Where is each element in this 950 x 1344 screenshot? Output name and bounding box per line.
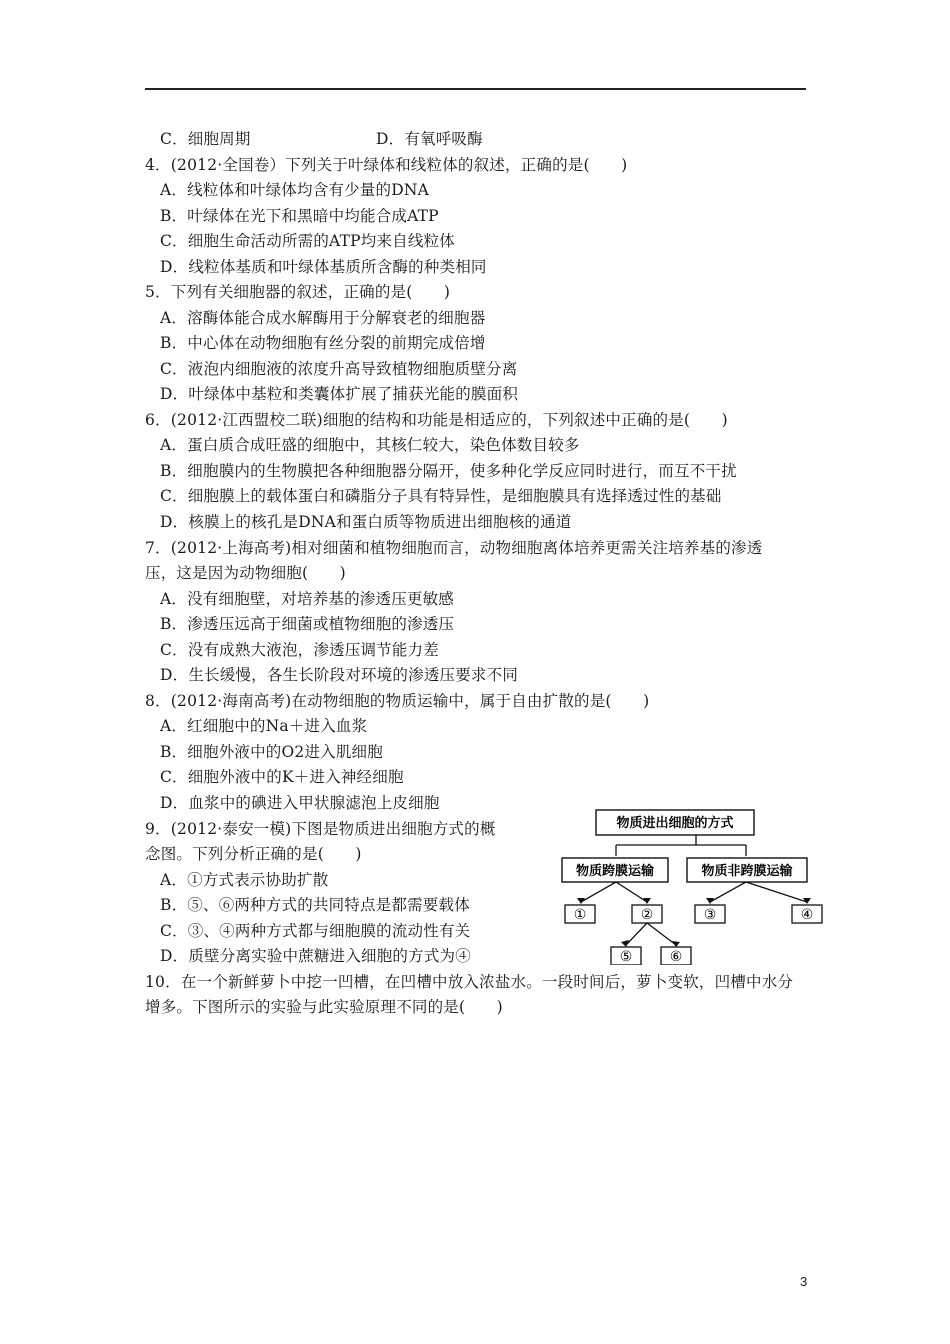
q6-option-c: C．细胞膜上的载体蛋白和磷脂分子具有特异性，是细胞膜具有选择透过性的基础 bbox=[160, 487, 722, 505]
q9-option-c: C．③、④两种方式都与细胞膜的流动性有关 bbox=[160, 922, 471, 940]
q9-option-a: A．①方式表示协助扩散 bbox=[160, 871, 329, 889]
q7-option-b: B．渗透压远高于细菌或植物细胞的渗透压 bbox=[160, 615, 455, 633]
q6-option-a: A．蛋白质合成旺盛的细胞中，其核仁较大，染色体数目较多 bbox=[160, 436, 580, 454]
q5-option-b: B．中心体在动物细胞有丝分裂的前期完成倍增 bbox=[160, 334, 486, 352]
q7-option-c: C．没有成熟大液泡，渗透压调节能力差 bbox=[160, 641, 439, 659]
q3-option-c: C．细胞周期 bbox=[160, 130, 251, 148]
q4-option-c: C．细胞生命活动所需的ATP均来自线粒体 bbox=[160, 232, 455, 250]
q7-stem-line1: 7．(2012·上海高考)相对细菌和植物细胞而言，动物细胞离体培养更需关注培养基的渗透 bbox=[145, 539, 763, 557]
q8-option-a: A．红细胞中的Na＋进入血浆 bbox=[160, 717, 368, 735]
q6-stem: 6．(2012·江西盟校二联)细胞的结构和功能是相适应的，下列叙述中正确的是( ) bbox=[145, 411, 728, 429]
q8-option-c: C．细胞外液中的K＋进入神经细胞 bbox=[160, 768, 404, 786]
q10-stem-line2: 增多。下图所示的实验与此实验原理不同的是( ) bbox=[145, 998, 503, 1016]
node-4-label: ④ bbox=[800, 907, 814, 923]
q4-stem: 4．(2012·全国卷）下列关于叶绿体和线粒体的叙述，正确的是( ) bbox=[145, 156, 628, 174]
right-branch-label: 物质非跨膜运输 bbox=[701, 864, 793, 879]
q10-stem-line1: 10．在一个新鲜萝卜中挖一凹槽，在凹槽中放入浓盐水。一段时间后，萝卜变软，凹槽中水分 bbox=[145, 973, 794, 991]
q8-option-d: D．血浆中的碘进入甲状腺滤泡上皮细胞 bbox=[160, 794, 440, 812]
q3-option-d: D．有氧呼吸酶 bbox=[376, 130, 483, 148]
q5-stem: 5．下列有关细胞器的叙述，正确的是( ) bbox=[145, 283, 451, 301]
q9-stem-line1: 9．(2012·泰安一模)下图是物质进出细胞方式的概 bbox=[145, 820, 496, 838]
root-label: 物质进出细胞的方式 bbox=[616, 816, 734, 831]
q4-option-b: B．叶绿体在光下和黑暗中均能合成ATP bbox=[160, 207, 439, 225]
q5-option-a: A．溶酶体能合成水解酶用于分解衰老的细胞器 bbox=[160, 309, 486, 327]
q5-option-d: D．叶绿体中基粒和类囊体扩展了捕获光能的膜面积 bbox=[160, 385, 519, 403]
page-number: 3 bbox=[800, 1274, 808, 1289]
node-2-label: ② bbox=[640, 907, 654, 923]
left-branch-label: 物质跨膜运输 bbox=[575, 864, 655, 879]
q9-stem-line2: 念图。下列分析正确的是( ) bbox=[145, 845, 362, 863]
q7-option-a: A．没有细胞壁，对培养基的渗透压更敏感 bbox=[160, 590, 454, 608]
node-6-label: ⑥ bbox=[669, 949, 683, 965]
q5-option-c: C．液泡内细胞液的浓度升高导致植物细胞质壁分离 bbox=[160, 360, 518, 378]
node-1-label: ① bbox=[573, 907, 587, 923]
q4-option-a: A．线粒体和叶绿体均含有少量的DNA bbox=[160, 181, 429, 199]
q6-option-b: B．细胞膜内的生物膜把各种细胞器分隔开，使多种化学反应同时进行，而互不干扰 bbox=[160, 462, 737, 480]
node-3-label: ③ bbox=[703, 907, 717, 923]
q8-stem: 8．(2012·海南高考)在动物细胞的物质运输中，属于自由扩散的是( ) bbox=[145, 692, 650, 710]
q4-option-d: D．线粒体基质和叶绿体基质所含酶的种类相同 bbox=[160, 258, 487, 276]
q8-option-b: B．细胞外液中的O2进入肌细胞 bbox=[160, 743, 383, 761]
header-rule bbox=[145, 88, 806, 90]
q6-option-d: D．核膜上的核孔是DNA和蛋白质等物质进出细胞核的通道 bbox=[160, 513, 572, 531]
q9-option-d: D．质壁分离实验中蔗糖进入细胞的方式为④ bbox=[160, 947, 471, 965]
q7-option-d: D．生长缓慢，各生长阶段对环境的渗透压要求不同 bbox=[160, 666, 519, 684]
q9-option-b: B．⑤、⑥两种方式的共同特点是都需要载体 bbox=[160, 896, 470, 914]
q7-stem-line2: 压，这是因为动物细胞( ) bbox=[145, 564, 346, 582]
transport-concept-diagram bbox=[555, 805, 830, 965]
node-5-label: ⑤ bbox=[619, 949, 633, 965]
